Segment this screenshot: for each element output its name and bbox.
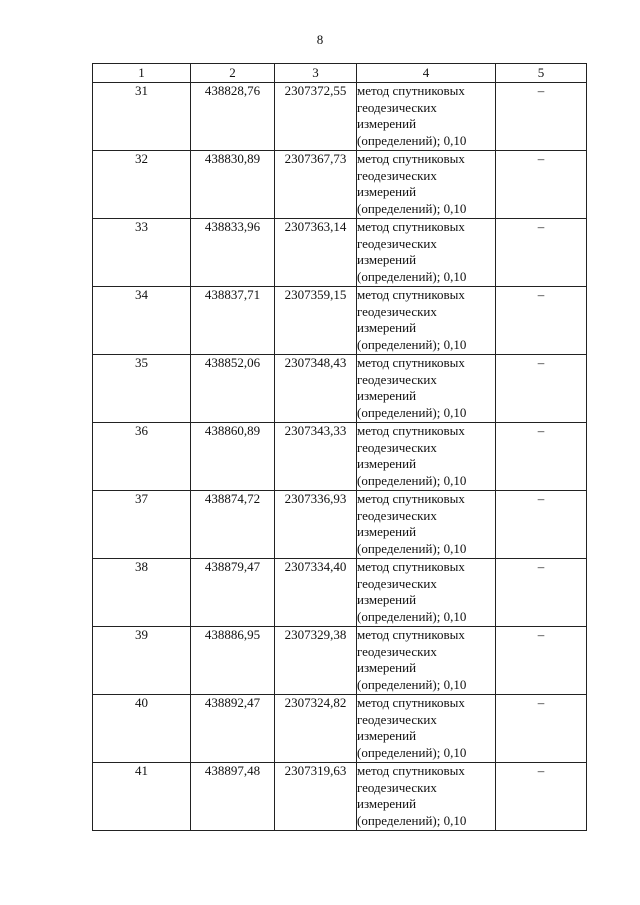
point-number-cell: 32 — [93, 151, 191, 219]
point-number-cell: 40 — [93, 695, 191, 763]
coordinate-y-cell: 2307372,55 — [275, 83, 357, 151]
method-line: (определений); 0,10 — [357, 404, 467, 420]
coordinate-x-cell: 438874,72 — [191, 491, 275, 559]
method-line: измерений — [357, 660, 417, 675]
method-line: (определений); 0,10 — [357, 472, 467, 488]
method-line: метод спутниковых — [357, 627, 465, 642]
method-line: геодезических — [357, 371, 437, 387]
method-line: измерений — [357, 592, 417, 607]
page-number: 8 — [316, 32, 324, 47]
coordinate-y-cell: 2307329,38 — [275, 627, 357, 695]
method-line: геодезических — [357, 575, 437, 591]
method-line: измерений — [357, 524, 417, 539]
table-row — [93, 287, 587, 355]
note-cell: – — [496, 695, 587, 763]
method-line: метод спутниковых — [357, 763, 465, 778]
table-row — [93, 763, 587, 831]
note-cell: – — [496, 219, 587, 287]
method-cell — [357, 559, 496, 627]
header-col-4: 4 — [357, 64, 496, 83]
method-line: метод спутниковых — [357, 559, 465, 574]
table-row — [93, 151, 587, 219]
coordinate-x-cell: 438879,47 — [191, 559, 275, 627]
method-line: измерений — [357, 116, 417, 131]
table-row — [93, 219, 587, 287]
point-number-cell: 33 — [93, 219, 191, 287]
method-line: измерений — [357, 388, 417, 403]
method-cell — [357, 355, 496, 423]
method-line: геодезических — [357, 711, 437, 727]
method-line: измерений — [357, 796, 417, 811]
coordinate-y-cell: 2307324,82 — [275, 695, 357, 763]
note-cell: – — [496, 355, 587, 423]
coordinate-y-cell: 2307359,15 — [275, 287, 357, 355]
point-number-cell: 38 — [93, 559, 191, 627]
coordinate-x-cell: 438852,06 — [191, 355, 275, 423]
method-line: геодезических — [357, 507, 437, 523]
header-col-5: 5 — [496, 64, 587, 83]
point-number-cell: 36 — [93, 423, 191, 491]
method-line: измерений — [357, 456, 417, 471]
method-line: (определений); 0,10 — [357, 744, 467, 760]
method-line: геодезических — [357, 439, 437, 455]
method-line: метод спутниковых — [357, 287, 465, 302]
method-line: (определений); 0,10 — [357, 608, 467, 624]
method-line: измерений — [357, 728, 417, 743]
note-cell: – — [496, 151, 587, 219]
coordinate-x-cell: 438897,48 — [191, 763, 275, 831]
note-cell: – — [496, 423, 587, 491]
method-cell — [357, 627, 496, 695]
note-cell: – — [496, 559, 587, 627]
method-line: измерений — [357, 252, 417, 267]
method-cell — [357, 695, 496, 763]
method-cell — [357, 219, 496, 287]
coordinate-x-cell: 438837,71 — [191, 287, 275, 355]
point-number-cell: 35 — [93, 355, 191, 423]
point-number-cell: 34 — [93, 287, 191, 355]
table-row — [93, 83, 587, 151]
table-header-row — [93, 64, 587, 83]
coordinate-x-cell: 438833,96 — [191, 219, 275, 287]
note-cell: – — [496, 83, 587, 151]
coordinate-y-cell: 2307343,33 — [275, 423, 357, 491]
header-col-2: 2 — [191, 64, 275, 83]
method-line: метод спутниковых — [357, 695, 465, 710]
method-line: геодезических — [357, 167, 437, 183]
note-cell: – — [496, 491, 587, 559]
method-line: (определений); 0,10 — [357, 812, 467, 828]
method-line: (определений); 0,10 — [357, 336, 467, 352]
coordinate-y-cell: 2307367,73 — [275, 151, 357, 219]
coordinates-table — [92, 63, 587, 831]
method-line: геодезических — [357, 99, 437, 115]
coordinate-y-cell: 2307336,93 — [275, 491, 357, 559]
coordinate-x-cell: 438860,89 — [191, 423, 275, 491]
coordinate-y-cell: 2307334,40 — [275, 559, 357, 627]
coordinate-x-cell: 438828,76 — [191, 83, 275, 151]
method-line: (определений); 0,10 — [357, 676, 467, 692]
point-number-cell: 39 — [93, 627, 191, 695]
method-line: (определений); 0,10 — [357, 540, 467, 556]
point-number-cell: 31 — [93, 83, 191, 151]
method-line: геодезических — [357, 235, 437, 251]
table-row — [93, 627, 587, 695]
coordinate-x-cell: 438886,95 — [191, 627, 275, 695]
coordinate-x-cell: 438830,89 — [191, 151, 275, 219]
method-line: геодезических — [357, 303, 437, 319]
table-row — [93, 355, 587, 423]
note-cell: – — [496, 763, 587, 831]
method-line: (определений); 0,10 — [357, 200, 467, 216]
coordinate-y-cell: 2307363,14 — [275, 219, 357, 287]
method-line: геодезических — [357, 643, 437, 659]
method-cell — [357, 423, 496, 491]
method-line: измерений — [357, 320, 417, 335]
point-number-cell: 41 — [93, 763, 191, 831]
method-line: (определений); 0,10 — [357, 132, 467, 148]
method-line: геодезических — [357, 779, 437, 795]
coordinate-y-cell: 2307319,63 — [275, 763, 357, 831]
method-cell — [357, 287, 496, 355]
method-cell — [357, 83, 496, 151]
point-number-cell: 37 — [93, 491, 191, 559]
table-row — [93, 695, 587, 763]
method-line: метод спутниковых — [357, 83, 465, 98]
header-col-3: 3 — [275, 64, 357, 83]
method-cell — [357, 491, 496, 559]
table-row — [93, 559, 587, 627]
method-line: метод спутниковых — [357, 491, 465, 506]
method-cell — [357, 763, 496, 831]
coordinate-y-cell: 2307348,43 — [275, 355, 357, 423]
method-line: измерений — [357, 184, 417, 199]
table-row — [93, 491, 587, 559]
table-row — [93, 423, 587, 491]
page-bottom-edge-artifact — [130, 896, 580, 902]
method-cell — [357, 151, 496, 219]
table-body — [93, 83, 587, 831]
coordinate-x-cell: 438892,47 — [191, 695, 275, 763]
method-line: метод спутниковых — [357, 219, 465, 234]
method-line: метод спутниковых — [357, 423, 465, 438]
method-line: метод спутниковых — [357, 151, 465, 166]
method-line: (определений); 0,10 — [357, 268, 467, 284]
method-line: метод спутниковых — [357, 355, 465, 370]
header-col-1: 1 — [93, 64, 191, 83]
note-cell: – — [496, 287, 587, 355]
note-cell: – — [496, 627, 587, 695]
